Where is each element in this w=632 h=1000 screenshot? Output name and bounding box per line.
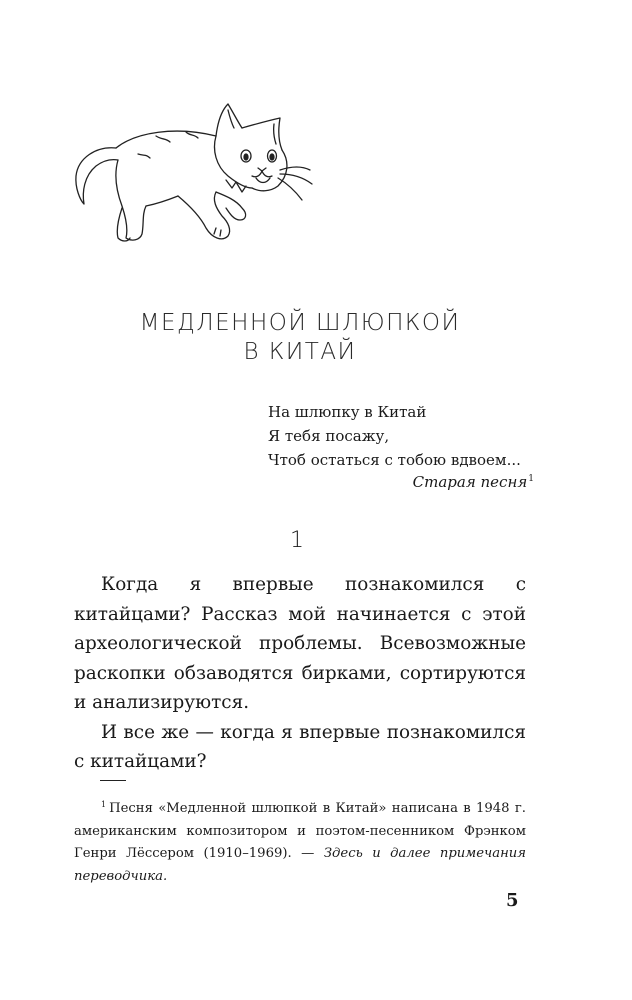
footnote-reference[interactable]: 1 [528,474,534,484]
epigraph-source [413,473,534,491]
chapter-title-line-1: МЕДЛЕННОЙ ШЛЮПКОЙ [139,310,461,336]
body-text [74,570,526,777]
footnote-italic-text: Здесь и далее примечания переводчика. [74,846,526,884]
footnote-divider [100,780,126,781]
epigraph-line: Чтоб остаться с тобою вдвоем... [268,451,521,469]
epigraph-source-text: Старая песня [412,473,528,491]
epigraph-line: На шлюпку в Китай [268,403,427,421]
page-number: 5 [506,890,519,911]
paragraph: Когда я впервые познакомился с китайцами? Рассказ мой начинается с этой археологической проблемы. Всевозможные раскопки обзаводятся бирками, сортируются и анализируются. [74,574,526,713]
footnote-text: Песня «Медленной шлюпкой в Китай» написана в 1948 г. американским композитором и поэтом-песенником Фрэнком Генри Лёссером (1910–1969). — [74,801,526,861]
epigraph [268,400,521,472]
kitten-illustration-icon [66,96,326,256]
section-number: 1 [290,528,304,553]
footnote-marker: 1 [101,800,107,809]
chapter-title-line-2: В КИТАЙ [243,339,357,365]
paragraph: И все же — когда я впервые познакомился с китайцами? [74,721,526,772]
footnote [74,794,526,888]
epigraph-line: Я тебя посажу, [268,427,390,445]
